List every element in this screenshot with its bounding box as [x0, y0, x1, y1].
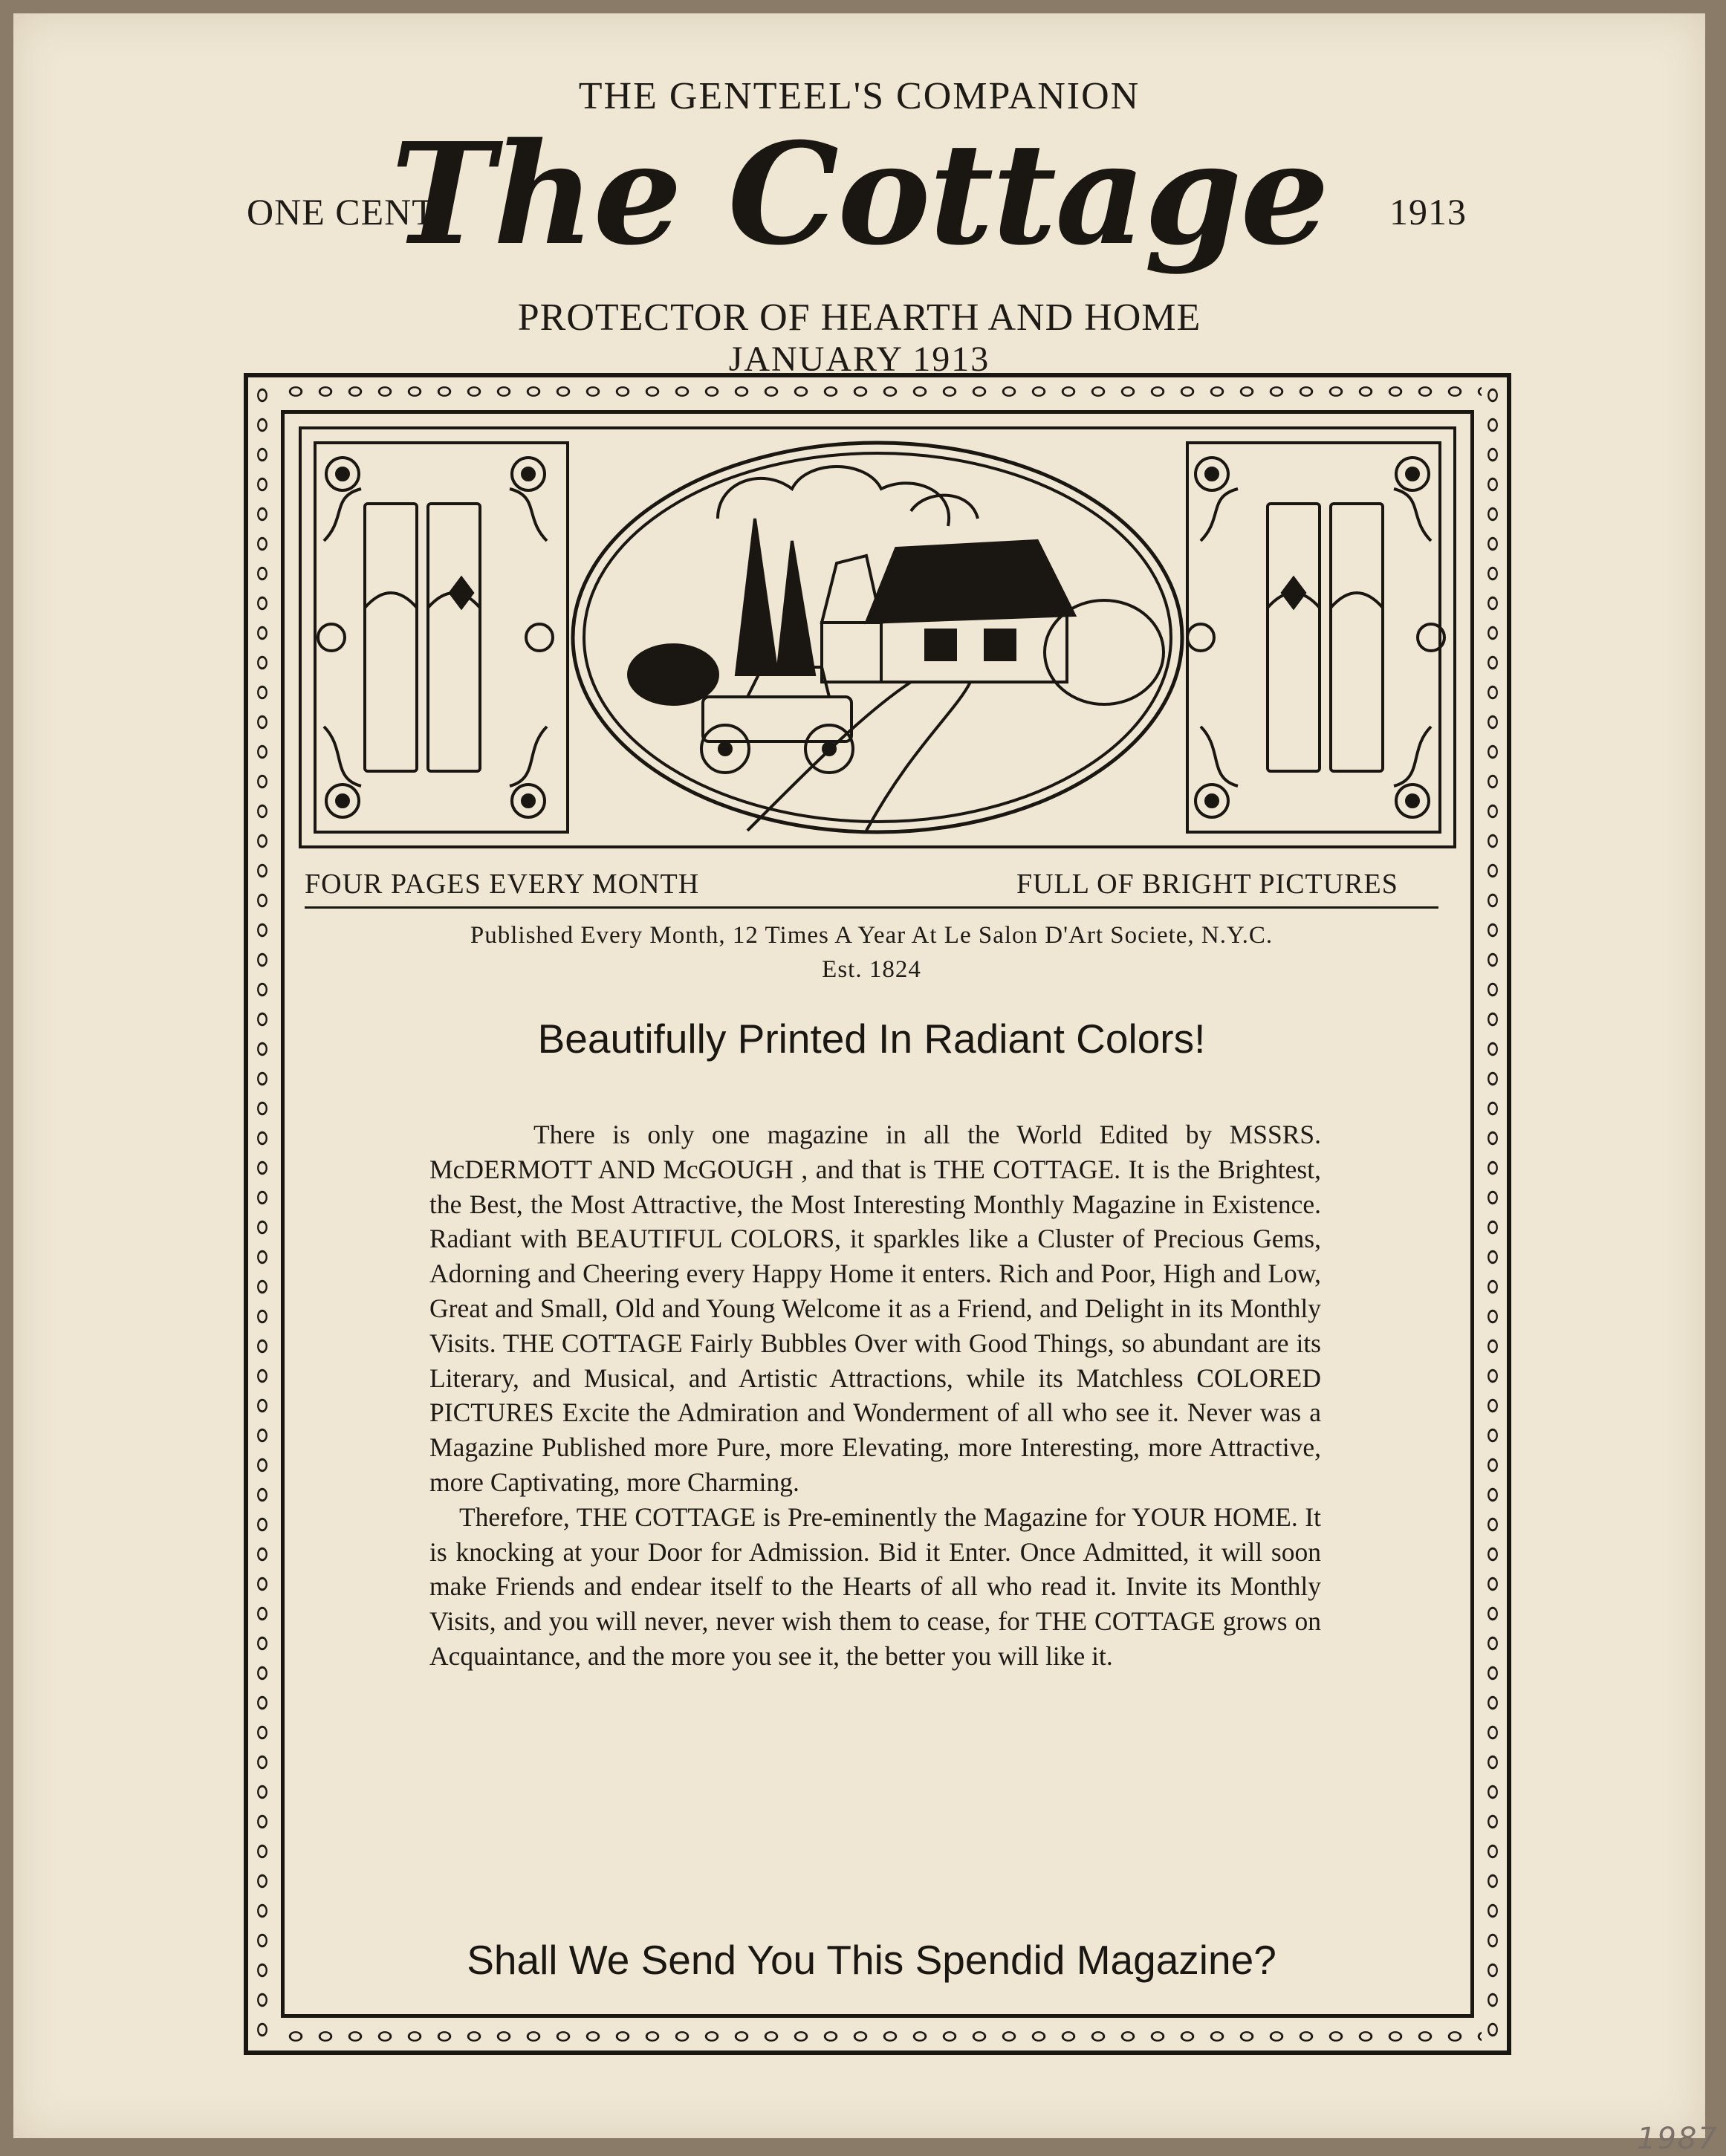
caption-rule [305, 906, 1438, 909]
masthead-tagline: PROTECTOR OF HEARTH AND HOME [517, 296, 1201, 339]
closing-question: Shall We Send You This Spendid Magazine? [467, 1937, 1276, 1983]
caption-left: FOUR PAGES EVERY MONTH [305, 868, 700, 900]
caption-right: FULL OF BRIGHT PICTURES [1016, 868, 1398, 900]
year-label: 1913 [1389, 191, 1467, 233]
cottage-engraving [302, 429, 1453, 845]
paragraph-2: Therefore, THE COTTAGE is Pre-eminently the Magazine for YOUR HOME. It is knocking at your Door for Admission. Bid it Enter. Once Admitted, it will soon make Friends and endear itself to the Hearts of all who read it. Invite its Monthly Visits, and you will never, never wish them to cease, for THE COTTAGE grows on Acquaintance, and the more you see it, the better you will like it. [429, 1501, 1321, 1671]
masthead-kicker: THE GENTEEL'S COMPANION [578, 75, 1141, 117]
paragraph-1: There is only one magazine in all the World Edited by MSSRS. McDERMOTT AND McGOUGH , and that is THE COTTAGE. It is the Brightest, the Best, the Most Attractive, the Most Interesting Monthly Magazine in Existence. Radiant with BEAUTIFUL COLORS, it sparkles like a Cluster of Precious Gems, Adorning and Cheering every Happy Home it enters. Rich and Poor, High and Low, Great and Small, Old and Young Welcome it as a Friend, and Delight in its Monthly Visits. THE COTTAGE Fairly Bubbles Over with Good Things, so abundant are its Literary, and Musical, and Artistic Attractions, while its Matchless COLORED PICTURES Excite the Admiration and Wonderment of all who see it. Never was a Magazine Published more Pure, more Elevating, more Interesting, more Attractive, more Captivating, more Charming. [429, 1120, 1321, 1497]
publisher-line: Published Every Month, 12 Times A Year At Le Salon D'Art Societe, N.Y.C. [470, 922, 1274, 949]
magazine-logo: The Cottage [390, 112, 1328, 276]
established-line: Est. 1824 [822, 956, 921, 983]
chain-border-left [251, 380, 273, 2048]
chain-border-top [251, 380, 1504, 403]
magazine-page [13, 13, 1719, 2156]
pencil-annotation: 1987 [1637, 2122, 1719, 2156]
article-body [429, 1117, 1321, 1674]
price-label: ONE CENT [247, 191, 435, 233]
publisher-info [305, 918, 1438, 987]
chain-border-bottom [251, 2025, 1504, 2048]
cottage-illustration [299, 426, 1456, 848]
headline: Beautifully Printed In Radiant Colors! [537, 1016, 1206, 1062]
chain-border-right [1482, 380, 1504, 2048]
issue-date: JANUARY 1913 [728, 340, 990, 379]
